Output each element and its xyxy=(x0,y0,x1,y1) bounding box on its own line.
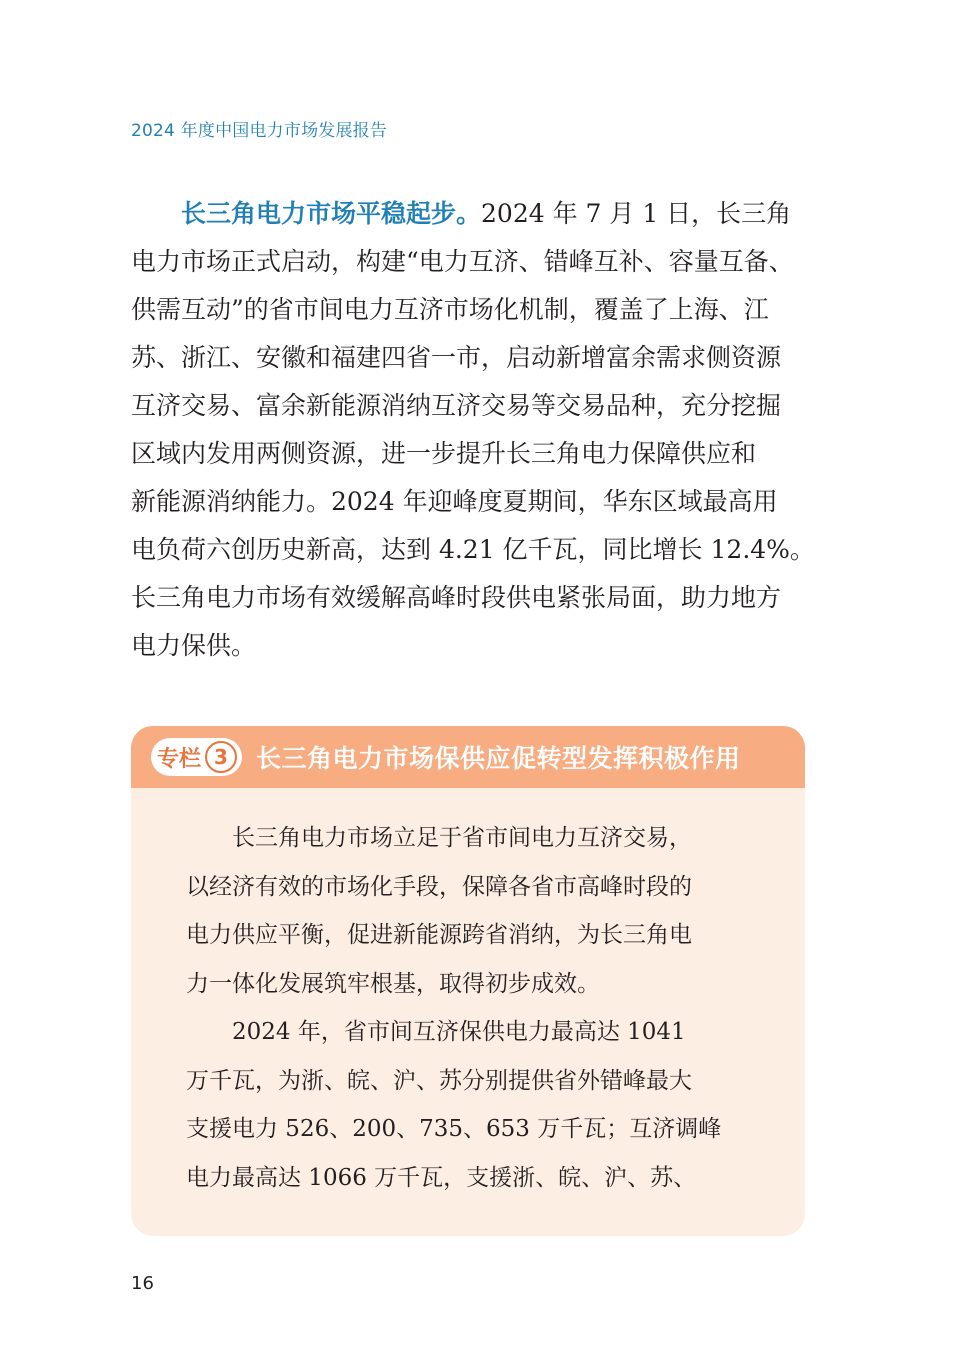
paragraph-line xyxy=(131,190,807,238)
paragraph-line: 长三角电力市场有效缓解高峰时段供电紧张局面，助力地方 xyxy=(131,583,782,612)
column-tag-label: 专栏 xyxy=(157,746,202,772)
column-number-badge: 3 xyxy=(205,741,237,773)
paragraph-line: 苏、浙江、安徽和福建四省一市，启动新增富余需求侧资源 xyxy=(131,343,782,372)
box-line: 万千瓦，为浙、皖、沪、苏分别提供省外错峰最大 xyxy=(186,1067,692,1094)
box-line: 以经济有效的市场化手段，保障各省市高峰时段的 xyxy=(186,873,692,900)
paragraph-line: 新能源消纳能力。2024 年迎峰度夏期间，华东区域最高用 xyxy=(131,487,778,516)
box-line: 力一体化发展筑牢根基，取得初步成效。 xyxy=(186,970,600,997)
column-tag xyxy=(151,738,242,776)
paragraph-line: 电力市场正式启动，构建“电力互济、错峰互补、容量互备、 xyxy=(131,247,794,276)
body-paragraph xyxy=(131,190,815,670)
sidebar-box xyxy=(131,726,805,1236)
box-line: 支援电力 526、200、735、653 万千瓦；互济调峰 xyxy=(186,1116,722,1142)
paragraph-line: 电力保供。 xyxy=(131,631,257,660)
box-line: 2024 年，省市间互济保供电力最高达 1041 xyxy=(232,1019,686,1045)
paragraph-line-text: 2024 年 7 月 1 日，长三角 xyxy=(481,199,792,228)
paragraph-line: 互济交易、富余新能源消纳互济交易等交易品种，充分挖掘 xyxy=(131,391,782,420)
box-body xyxy=(186,814,756,1202)
page-number: 16 xyxy=(131,1273,154,1294)
box-title: 长三角电力市场保供应促转型发挥积极作用 xyxy=(256,744,741,773)
box-line: 电力供应平衡，促进新能源跨省消纳，为长三角电 xyxy=(186,922,692,948)
box-line: 长三角电力市场立足于省市间电力互济交易， xyxy=(232,825,692,851)
paragraph-line: 电负荷六创历史新高，达到 4.21 亿千瓦，同比增长 12.4%。 xyxy=(131,535,815,564)
section-lead-title: 长三角电力市场平稳起步。 xyxy=(181,199,482,228)
box-line: 电力最高达 1066 万千瓦，支援浙、皖、沪、苏、 xyxy=(186,1164,697,1191)
paragraph-line: 供需互动”的省市间电力互济市场化机制，覆盖了上海、江 xyxy=(131,295,769,324)
running-header: 2024 年度中国电力市场发展报告 xyxy=(131,121,388,141)
box-header xyxy=(131,726,805,788)
paragraph-line: 区域内发用两侧资源，进一步提升长三角电力保障供应和 xyxy=(131,439,757,468)
